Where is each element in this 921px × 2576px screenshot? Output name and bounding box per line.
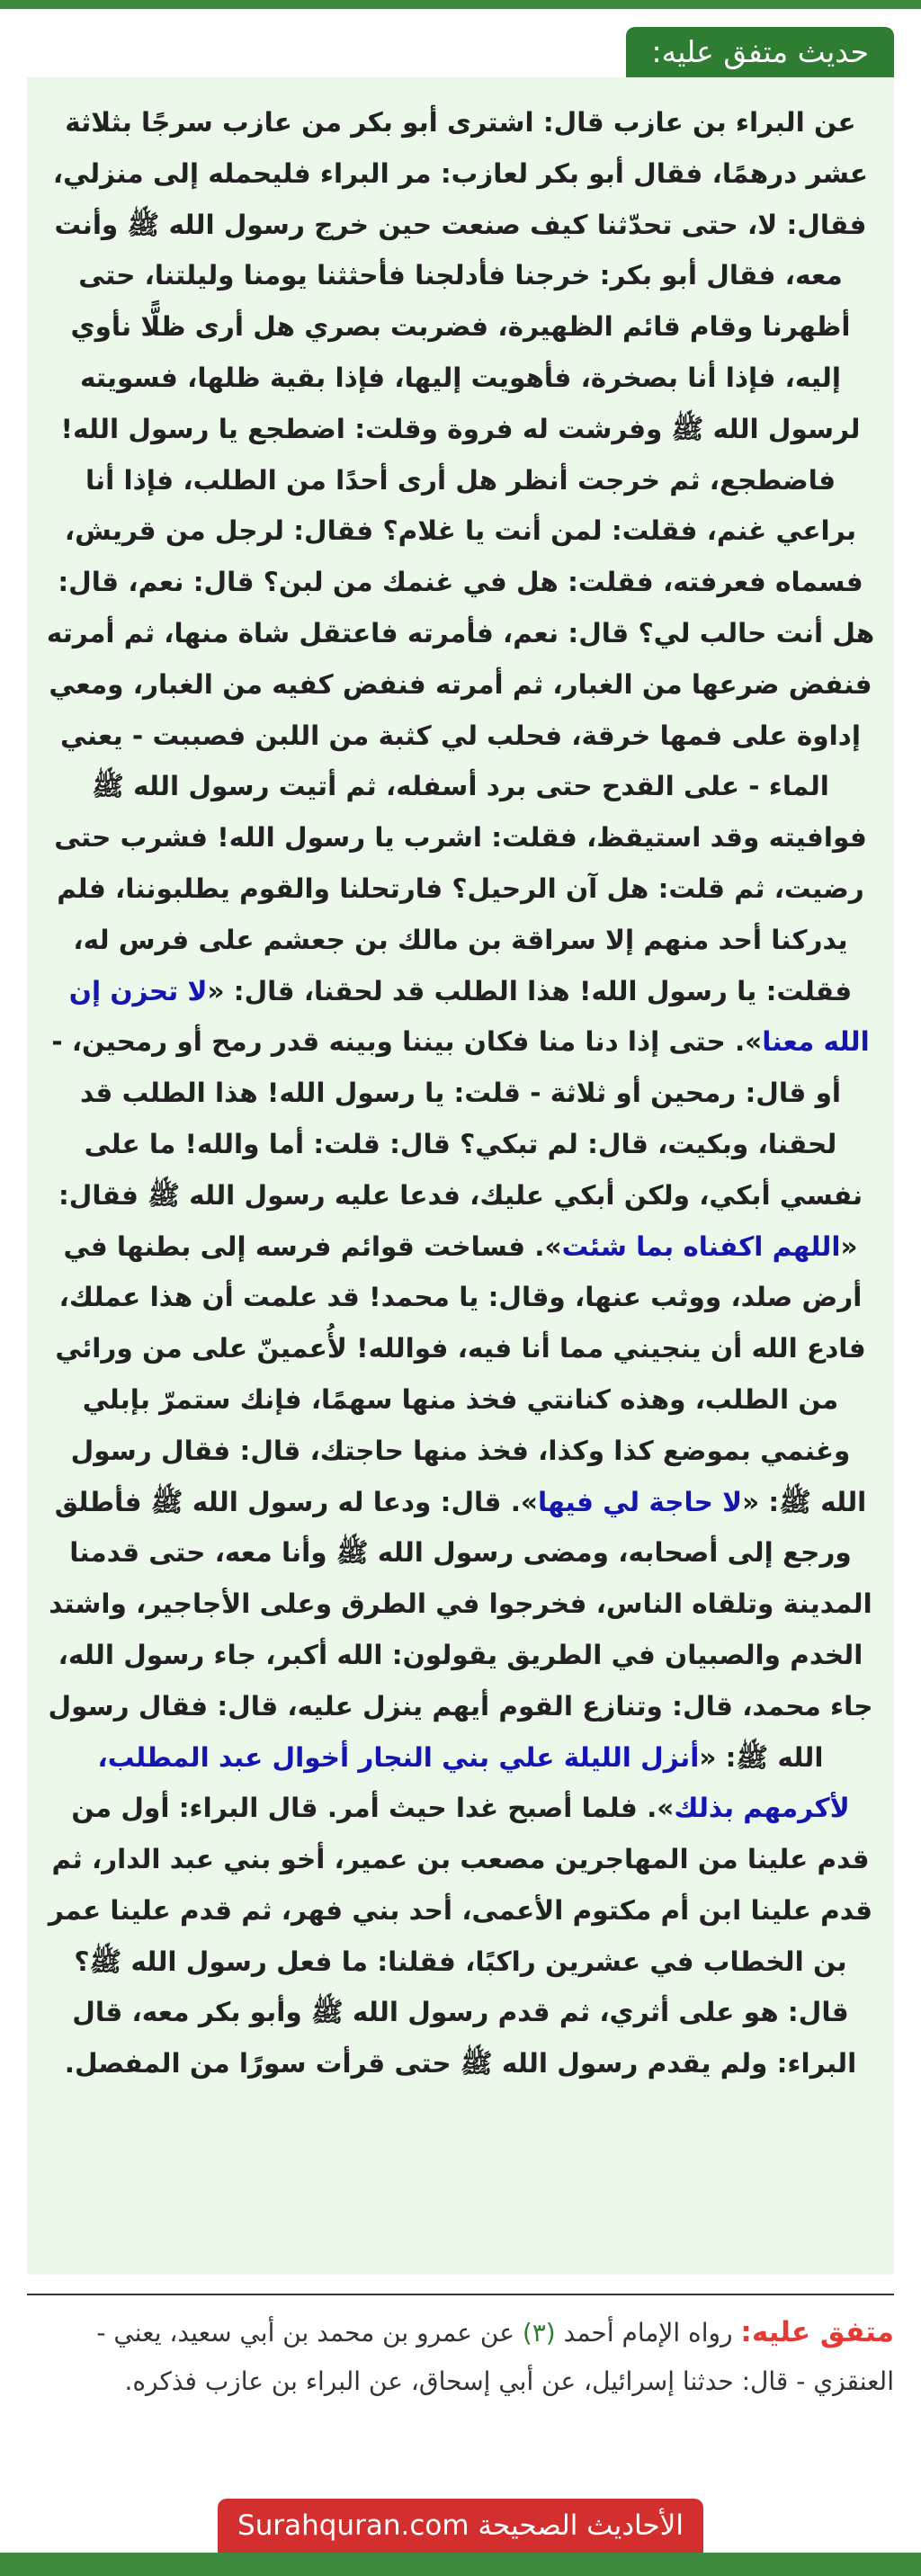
source-text-after: عن عمرو بن محمد بن أبي سعيد، يعني - العنقزي - قال: حدثنا إسرائيل، عن أبي إسحاق، عن البراء بن عازب فذكره. xyxy=(96,2318,894,2396)
source-label: متفق عليه: xyxy=(740,2316,894,2348)
hadith-text-part-1: عن البراء بن عازب قال: اشترى أبو بكر من عازب سرجًا بثلاثة عشر درهمًا، فقال أبو بكر لعازب: مر البراء فليحمله إلى منزلي، فقال: لا، حتى تحدّثنا كيف صنعت حين خرج رسول الله ﷺ وأنت معه، فقال أبو بكر: خرجنا فأدلجنا فأحثثنا يومنا وليلتنا، حتى أظهرنا وقام قائم الظهيرة، فضربت بصري هل أرى ظلًّا نأوي إليه، فإذا أنا بصخرة، فأهويت إليها، فإذا بقية ظلها، فسويته لرسول الله ﷺ وفرشت له فروة وقلت: اضطجع يا رسول الله! فاضطجع، ثم خرجت أنظر هل أرى أحدًا من الطلب، فإذا أنا براعي غنم، فقلت: لمن أنت يا غلام؟ فقال: لرجل من قريش، فسماه فعرفته، فقلت: هل في غنمك من لبن؟ قال: نعم، قال: هل أنت حالب لي؟ قال: نعم، فأمرته فاعتقل شاة منها، ثم أمرته فنفض ضرعها من الغبار، ثم أمرته فنفض كفيه من الغبار، ومعي إداوة على فمها خرقة، فحلب لي كثبة من اللبن فصببت - يعني الماء - على القدح حتى برد أسفله، ثم أتيت رسول الله ﷺ فوافيته وقد استيقظ، فقلت: اشرب يا رسول الله! فشرب حتى رضيت، ثم قلت: هل آن الرحيل؟ فارتحلنا والقوم يطلبوننا، فلم يدركنا أحد منهم إلا سراقة بن مالك بن جعشم على فرس له، فقلت: يا رسول الله! هذا الطلب قد لحقنا، قال: « xyxy=(46,107,875,1006)
site-badge-label: الأحاديث الصحيحة Surahquran.com xyxy=(237,2509,684,2542)
source-text-before: رواه الإمام أحمد xyxy=(555,2318,741,2348)
section-divider xyxy=(27,2294,894,2295)
hadith-body xyxy=(43,97,878,2089)
source-reference-number: (٣) xyxy=(522,2318,556,2348)
prophet-quote-4: أنزل الليلة علي بني النجار أخوال عبد المطلب، لأكرمهم بذلك xyxy=(97,1741,850,1824)
site-badge-link[interactable] xyxy=(218,2499,703,2553)
hadith-type-heading xyxy=(626,27,894,77)
hadith-source-note xyxy=(27,2308,894,2406)
prophet-quote-1: لا تحزن إن الله معنا xyxy=(68,975,870,1058)
bottom-accent-bar xyxy=(0,2553,921,2576)
hadith-text-part-5: ». فلما أصبح غدا حيث أمر. قال البراء: أول من قدم علينا من المهاجرين مصعب بن عمير، أخو بني عبد الدار، ثم قدم علينا ابن أم مكتوم الأعمى، أحد بني فهر، ثم قدم علينا عمر بن الخطاب في عشرين راكبًا، فقلنا: ما فعل رسول الله ﷺ؟ قال: هو على أثري، ثم قدم رسول الله ﷺ وأبو بكر معه، قال البراء: ولم يقدم رسول الله ﷺ حتى قرأت سورًا من المفصل. xyxy=(48,1793,873,2080)
hadith-text-box xyxy=(27,77,894,2275)
hadith-text-part-3: ». فساخت قوائم فرسه إلى بطنها في أرض صلد، ووثب عنها، وقال: يا محمد! قد علمت أن هذا عملك، فادع الله أن ينجيني مما أنا فيه، فوالله! لأُعمينّ على من ورائي من الطلب، وهذه كنانتي فخذ منها سهمًا، فإنك ستمرّ بإبلي وغنمي بموضع كذا وكذا، فخذ منها حاجتك، قال: فقال رسول الله ﷺ: « xyxy=(55,1230,867,1517)
hadith-text-part-2: ». حتى إذا دنا منا فكان بيننا وبينه قدر رمح أو رمحين، - أو قال: رمحين أو ثلاثة - قلت: يا رسول الله! هذا الطلب قد لحقنا، وبكيت، قال: لم تبكي؟ قال: قلت: أما والله! ما على نفسي أبكي، ولكن أبكي عليك، فدعا عليه رسول الله ﷺ فقال: « xyxy=(51,1026,863,1262)
prophet-quote-3: لا حاجة لي فيها xyxy=(538,1486,743,1517)
hadith-type-label: حديث متفق عليه: xyxy=(651,34,869,69)
top-accent-bar xyxy=(0,0,921,9)
prophet-quote-2: اللهم اكفناه بما شئت xyxy=(561,1230,841,1262)
hadith-text-part-4: ». قال: ودعا له رسول الله ﷺ فأطلق ورجع إلى أصحابه، ومضى رسول الله ﷺ وأنا معه، حتى قدمنا المدينة وتلقاه الناس، فخرجوا في الطرق وعلى الأجاجير، واشتد الخدم والصبيان في الطريق يقولون: الله أكبر، جاء رسول الله، جاء محمد، قال: وتنازع القوم أيهم ينزل عليه، قال: فقال رسول الله ﷺ: « xyxy=(48,1486,873,1773)
